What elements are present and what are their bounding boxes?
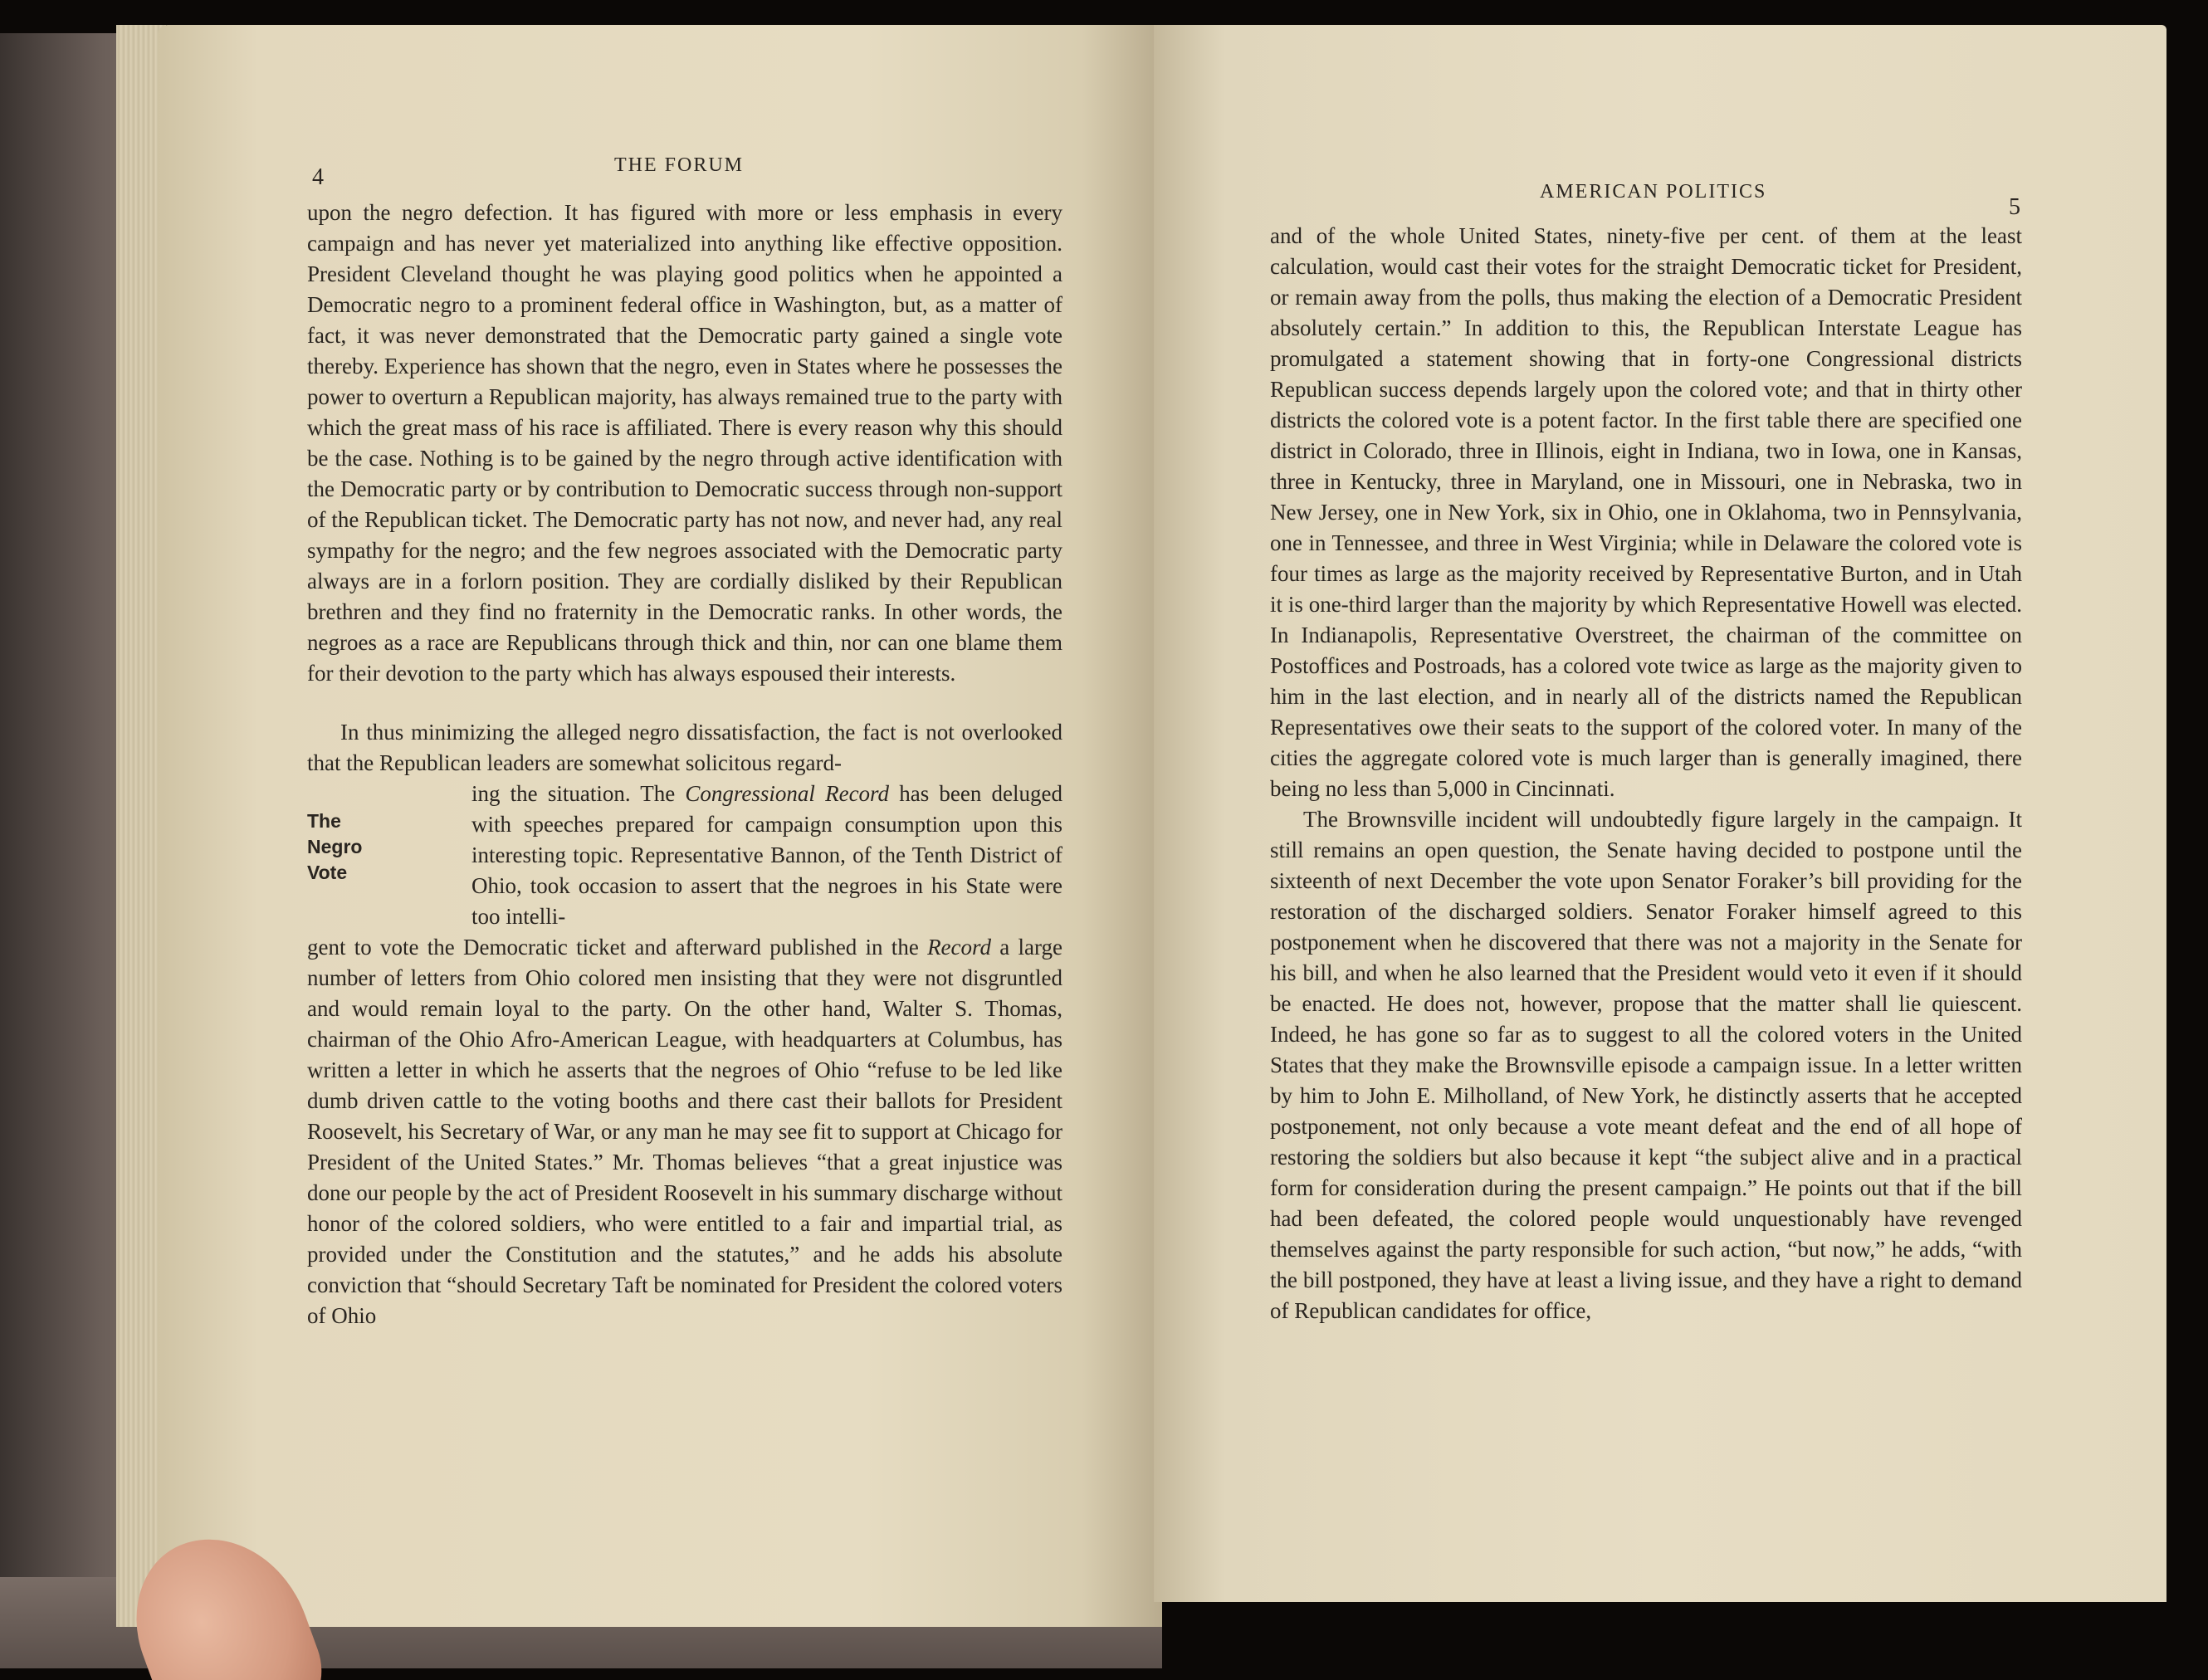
left-page-number: 4 — [312, 164, 324, 190]
left-paragraph-1: upon the negro defection. It has figured with more or less emphasis in every campaign and has never yet materialized into anything like effective opposition. President Cleveland thought he was playing good politics when he appointed a Democratic negro to a prominent federal office in Washington, but, as a matter of fact, it was never demonstrated that the Democratic party gained a single vote thereby. Experience has shown that the negro, even in States where he possesses the power to overturn a Republican majority, has always remained true to the party with which the great mass of his race is affiliated. There is every reason why this should be the case. Nothing is to be gained by the negro through active identification with the Democratic party or by contribution to Democratic success through non-support of the Republican ticket. The Democratic party has not now, and never had, any real sympathy for the negro; and the few negroes associated with the Democratic party always are in a forlorn position. They are cordially disliked by their Republican brethren and they find no fraternity in the Democratic ranks. In other words, the negroes as a race are Republicans through thick and thin, nor can one blame them for their devotion to the party which has always espoused their interests. — [307, 200, 1062, 686]
right-page-number: 5 — [2009, 194, 2020, 220]
right-paragraph-1: and of the whole United States, ninety-five per cent. of them at the least calculation, would cast their votes for the straight Democratic ticket for President, or remain away from the polls, thus making the election of a Democratic President absolutely certain.” In addition to this, the Republican Interstate League has promulgated a statement showing that in forty-one Congressional districts Republican success depends largely upon the colored vote; and that in thirty other districts the colored vote is a potent factor. In the first table there are specified one district in Colorado, three in Illinois, eight in Indiana, two in Iowa, one in Kansas, three in Kentucky, three in Maryland, one in Missouri, one in Nebraska, two in New Jersey, one in New York, six in Ohio, one in Oklahoma, two in Pennsylvania, one in Tennessee, and three in West Virginia; while in Delaware the colored vote is four times as large as the majority received by Representative Burton, and in Utah it is one-third larger than the majority by which Representative Howell was elected. In Indianapolis, Representative Overstreet, the chairman of the committee on Postoffices and Postroads, has a colored vote twice as large as the majority given to him in the last election, and in nearly all of the districts named the Republican Representatives owe their seats to the support of the colored voter. In many of the cities the aggregate colored vote is much larger than is generally imagined, there being no less than 5,000 in Cincinnati. — [1270, 223, 2022, 801]
sidenote-heading: The Negro Vote — [307, 810, 363, 883]
left-paragraph-2-side: ing the situation. The Congressional Record has been deluged with speeches prepared for campaign consumption upon this interesting topic. Representative Bannon, of the Tenth District of Ohio, took occasion to assert that the negroes in his State were too intelli- — [471, 781, 1062, 929]
left-page — [158, 25, 1162, 1627]
right-running-head: AMERICAN POLITICS — [1540, 181, 1767, 203]
right-paragraph-2: The Brownsville incident will undoubtedly figure largely in the campaign. It still remains an open question, the Senate having decided to postpone until the sixteenth of next December the vote upon Senator Foraker’s bill providing for the restoration of the discharged soldiers. Senator Foraker himself agreed to this postponement when he discovered that there was not a majority in the Senate for his bill, and when he also learned that the President would veto it even if it should be enacted. He does not, however, propose that the matter shall lie quiescent. Indeed, he has gone so far as to suggest to all the colored voters in the United States that they make the Brownsville episode a campaign issue. In a letter written by him to John E. Milholland, of New York, he distinctly asserts that he accepted postponement, not only because a vote meant defeat and the end of all hope of restoring the soldiers but also because it kept “the subject alive and in a practical form for consideration during the present campaign.” He points out that if the bill had been defeated, the colored people would unquestionably have revenged themselves against the party responsible for such action, “but now,” he adds, “with the bill postponed, they have at least a living issue, and they have a right to demand of Republican candidates for office, — [1270, 807, 2022, 1323]
left-body-text — [307, 198, 1062, 1331]
right-page — [1154, 25, 2166, 1602]
left-paragraph-2-rest: gent to vote the Democratic ticket and afterward published in the Record a large number of letters from Ohio colored men insisting that they were not disgruntled and would remain loyal to the party. On the other hand, Walter S. Thomas, chairman of the Ohio Afro-American League, with headquarters at Columbus, has written a letter in which he asserts that the negroes of Ohio “refuse to be led like dumb driven cattle to the voting booths and there cast their ballots for President Roosevelt, his Secretary of War, or any man he may see fit to support at Chicago for President of the United States.” Mr. Thomas believes “that a great injustice was done our people by the act of President Roosevelt in his summary discharge without honor of the colored soldiers, who were entitled to a fair and impartial trial, as provided under the Constitution and the statutes,” and he adds his absolute conviction that “should Secretary Taft be nominated for President the colored voters of Ohio — [307, 935, 1062, 1328]
left-paragraph-2-lead: In thus minimizing the alleged negro dissatisfaction, the fact is not overlooked that the Republican leaders are somewhat solicitous regard- — [307, 720, 1062, 775]
sidenote-block — [307, 779, 1062, 932]
left-running-head: THE FORUM — [614, 154, 745, 176]
right-body-text — [1270, 221, 2022, 1326]
